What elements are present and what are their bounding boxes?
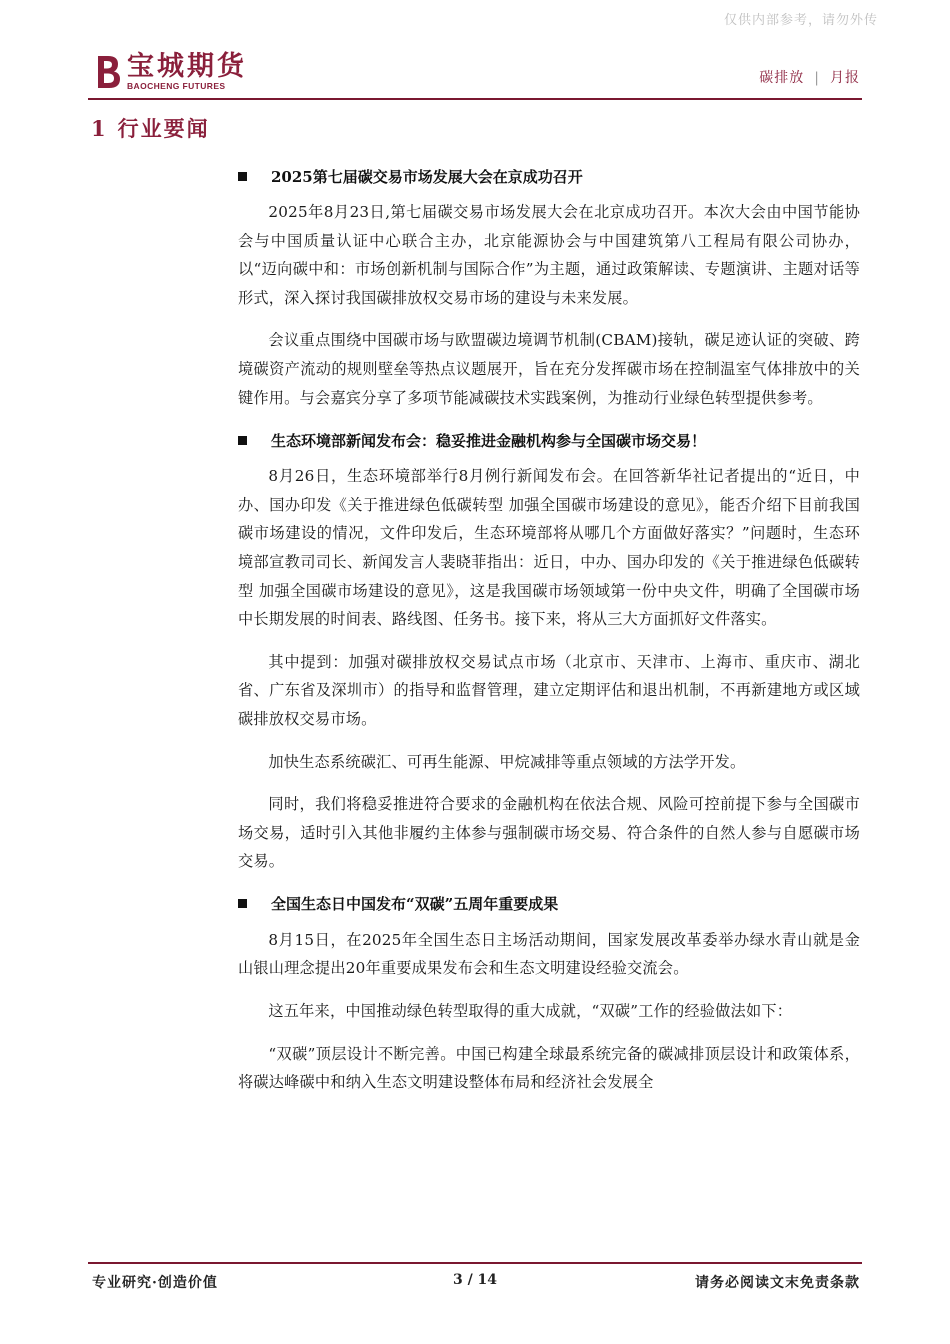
article-paragraph: 8月15日，在2025年全国生态日主场活动期间，国家发展改革委举办绿水青山就是金山银山理念提出20年重要成果发布会和生态文明建设经验交流会。 — [238, 930, 860, 978]
baocheng-logo-icon — [93, 52, 123, 92]
article-paragraph: 2025年8月23日,第七届碳交易市场发展大会在北京成功召开。本次大会由中国节能协会与中国质量认证中心联合主办，北京能源协会与中国建筑第八工程局有限公司协办，以“迈向碳中和：市场创新机制与国际合作”为主题，通过政策解读、专题演讲、主题对话等形式，深入探讨我国碳排放权交易市场的建设与未来发展。 — [238, 203, 860, 307]
footer-slogan: 专业研究·创造价值 — [92, 1275, 218, 1291]
article-paragraph: “双碳”顶层设计不断完善。中国已构建全球最系统完备的碳减排顶层设计和政策体系，将碳达峰碳中和纳入生态文明建设整体布局和经济社会发展全 — [238, 1044, 860, 1092]
bullet-square-icon — [238, 899, 247, 908]
article-heading-text: 全国生态日中国发布“双碳”五周年重要成果 — [271, 895, 559, 914]
header-divider — [88, 98, 862, 100]
page-number: 3 / 14 — [452, 1272, 498, 1288]
company-logo — [93, 52, 247, 92]
footer-disclaimer-note: 请务必阅读文末免责条款 — [695, 1275, 860, 1291]
watermark-text: 仅供内部参考，请勿外传 — [723, 13, 878, 28]
article-heading-text: 2025第七届碳交易市场发展大会在京成功召开 — [271, 167, 583, 186]
article-heading-text: 生态环境部新闻发布会：稳妥推进金融机构参与全国碳市场交易！ — [271, 431, 707, 450]
article-paragraph: 这五年来，中国推动绿色转型取得的重大成就，“双碳”工作的经验做法如下： — [268, 1002, 793, 1021]
category-label: 碳排放 — [759, 70, 805, 86]
bullet-square-icon — [238, 172, 247, 181]
main-content — [238, 160, 860, 1111]
article-paragraph: 加快生态系统碳汇、可再生能源、甲烷减排等重点领域的方法学开发。 — [268, 752, 746, 771]
section-title-text: 行业要闻 — [117, 116, 210, 141]
report-type-label: 月报 — [830, 70, 860, 86]
article-paragraph: 会议重点围绕中国碳市场与欧盟碳边境调节机制(CBAM)接轨，碳足迹认证的突破、跨境碳资产流动的规则壁垒等热点议题展开，旨在充分发挥碳市场在控制温室气体排放中的关键作用。与会嘉宾分享了多项节能减碳技术实践案例，为推动行业绿色转型提供参考。 — [238, 331, 860, 407]
article-heading — [238, 890, 860, 918]
logo-english-name: BAOCHENG FUTURES — [127, 81, 226, 91]
section-number: 1 — [91, 116, 108, 141]
article-heading — [238, 162, 860, 190]
report-category — [759, 67, 860, 87]
section-title — [91, 113, 210, 143]
logo-chinese-name: 宝城期货 — [127, 51, 247, 82]
article-paragraph: 其中提到：加强对碳排放权交易试点市场（北京市、天津市、上海市、重庆市、湖北省、广东省及深圳市）的指导和监督管理，建立定期评估和退出机制，不再新建地方或区域碳排放权交易市场。 — [238, 652, 860, 728]
bullet-square-icon — [238, 436, 247, 445]
footer-divider — [88, 1262, 862, 1264]
article-paragraph: 8月26日，生态环境部举行8月例行新闻发布会。在回答新华社记者提出的“近日，中办、国办印发《关于推进绿色低碳转型 加强全国碳市场建设的意见》，能否介绍下目前我国碳市场建设的情况，文件印发后，生态环境部将从哪几个方面做好落实？”问题时，生态环境部宣教司司长、新闻发言人裴晓菲指出：近日，中办、国办印发的《关于推进绿色低碳转型 加强全国碳市场建设的意见》，这是我国碳市场领域第一份中央文件，明确了全国碳市场中长期发展的时间表、路线图、任务书。接下来，将从三大方面抓好文件落实。 — [238, 467, 860, 629]
article-paragraph: 同时，我们将稳妥推进符合要求的金融机构在依法合规、风险可控前提下参与全国碳市场交易，适时引入其他非履约主体参与强制碳市场交易、符合条件的自然人参与自愿碳市场交易。 — [238, 795, 860, 871]
article-heading — [238, 426, 860, 454]
header-separator: | — [814, 70, 820, 86]
